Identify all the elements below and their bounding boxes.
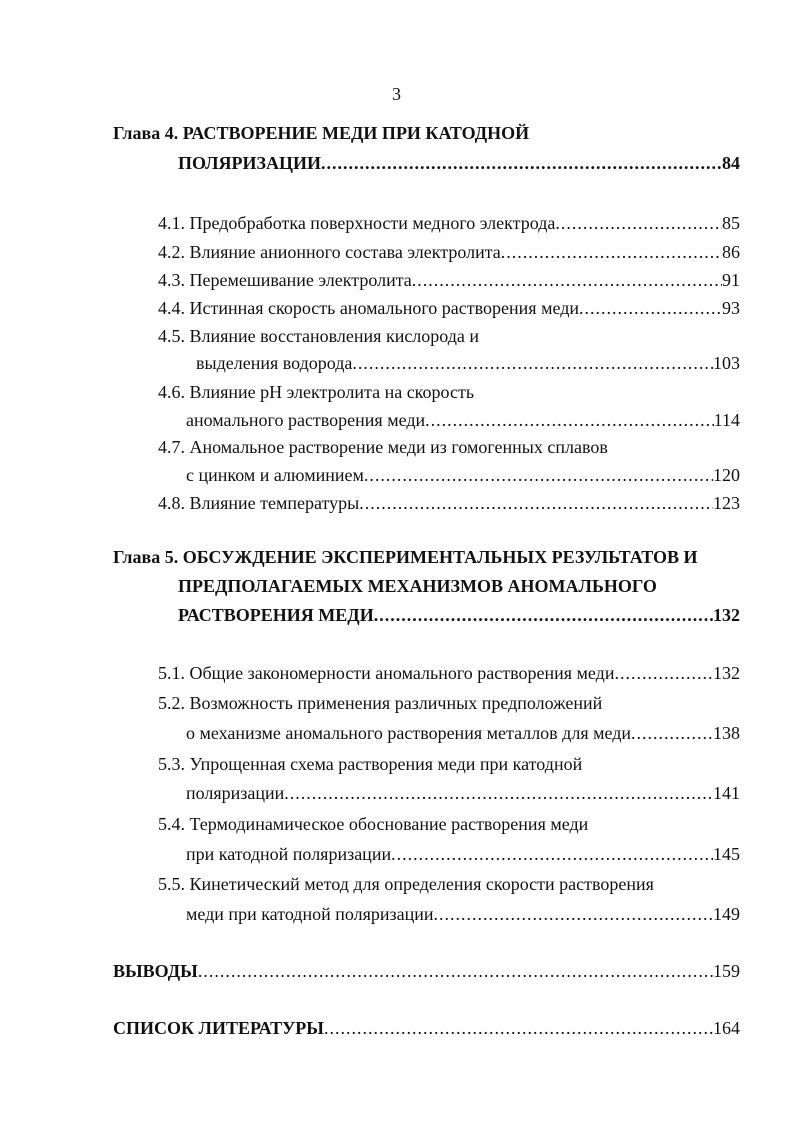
toc-entry-5-3-cont <box>186 781 740 805</box>
toc-entry-5-5-cont <box>186 902 740 926</box>
chapter5-page: 132 <box>713 605 740 625</box>
chapter4-page: 84 <box>722 153 740 173</box>
toc-entry-page: 120 <box>713 465 740 485</box>
toc-entry-page: 138 <box>713 723 740 743</box>
toc-entry-5-3: 5.3. Упрощенная схема растворения меди при катодной <box>158 754 583 774</box>
toc-entry-page: 86 <box>722 242 740 262</box>
toc-entry-4-1 <box>158 211 740 235</box>
chapter5-title-line3 <box>178 603 740 627</box>
toc-entry-5-2-cont <box>186 721 740 745</box>
toc-entry-page: 93 <box>722 298 740 318</box>
chapter5-title-line1: Глава 5. ОБСУЖДЕНИЕ ЭКСПЕРИМЕНТАЛЬНЫХ РЕЗУЛЬТАТОВ И <box>113 547 698 567</box>
toc-entry-page: 123 <box>713 493 740 513</box>
toc-entry-text: при катодной поляризации <box>186 844 392 864</box>
toc-entry-4-7: 4.7. Аномальное растворение меди из гомогенных сплавов <box>158 437 608 457</box>
toc-entry-text: выделения водорода <box>196 353 353 373</box>
conclusions-page: 159 <box>713 961 740 981</box>
toc-entry-4-3 <box>158 268 740 292</box>
toc-entry-4-6-cont <box>186 408 740 432</box>
toc-entry-text: меди при катодной поляризации <box>186 904 434 924</box>
toc-entry-text: с цинком и алюминием <box>186 465 364 485</box>
toc-entry-text: 4.2. Влияние анионного состава электролита <box>158 242 501 262</box>
toc-entry-4-8 <box>158 491 740 515</box>
toc-entry-text: 4.1. Предобработка поверхности медного электрода <box>158 213 556 233</box>
chapter5-title-line2: ПРЕДПОЛАГАЕМЫХ МЕХАНИЗМОВ АНОМАЛЬНОГО <box>178 576 657 596</box>
toc-entry-text: 4.8. Влияние температуры <box>158 493 360 513</box>
toc-entry-text: о механизме аномального растворения металлов для меди <box>186 723 632 743</box>
toc-entry-4-6: 4.6. Влияние pH электролита на скорость <box>158 382 475 402</box>
toc-entry-page: 85 <box>722 213 740 233</box>
toc-references <box>113 1016 740 1040</box>
toc-entry-text: поляризации <box>186 783 285 803</box>
toc-entry-4-5-cont <box>196 351 740 375</box>
references-label: СПИСОК ЛИТЕРАТУРЫ <box>113 1018 324 1038</box>
conclusions-label: ВЫВОДЫ <box>113 961 198 981</box>
references-page: 164 <box>713 1018 740 1038</box>
chapter4-title-text: ПОЛЯРИЗАЦИИ <box>178 153 322 173</box>
toc-entry-text: аномального растворения меди <box>186 410 426 430</box>
toc-entry-text: 5.1. Общие закономерности аномального растворения меди <box>158 663 615 683</box>
toc-entry-5-4: 5.4. Термодинамическое обоснование растворения меди <box>158 814 589 834</box>
page-number: 3 <box>392 84 401 104</box>
toc-conclusions <box>113 959 740 983</box>
toc-entry-page: 103 <box>713 353 740 373</box>
toc-entry-5-4-cont <box>186 842 740 866</box>
toc-entry-4-7-cont <box>186 463 740 487</box>
toc-entry-4-2 <box>158 240 740 264</box>
toc-entry-page: 91 <box>722 270 740 290</box>
toc-entry-5-5: 5.5. Кинетический метод для определения скорости растворения <box>158 874 654 894</box>
chapter5-title-text: РАСТВОРЕНИЯ МЕДИ <box>178 605 374 625</box>
toc-entry-4-5: 4.5. Влияние восстановления кислорода и <box>158 326 480 346</box>
chapter4-title-line1: Глава 4. РАСТВОРЕНИЕ МЕДИ ПРИ КАТОДНОЙ <box>113 123 530 143</box>
toc-entry-page: 114 <box>713 410 740 430</box>
chapter4-title-line2 <box>178 151 740 175</box>
toc-entry-text: 4.4. Истинная скорость аномального растворения меди <box>158 298 579 318</box>
toc-entry-page: 141 <box>713 783 740 803</box>
toc-entry-page: 149 <box>713 904 740 924</box>
toc-entry-5-2: 5.2. Возможность применения различных предположений <box>158 693 603 713</box>
toc-entry-4-4 <box>158 296 740 320</box>
toc-entry-text: 4.3. Перемешивание электролита <box>158 270 412 290</box>
toc-entry-page: 132 <box>713 663 740 683</box>
toc-entry-page: 145 <box>713 844 740 864</box>
toc-entry-5-1 <box>158 661 740 685</box>
